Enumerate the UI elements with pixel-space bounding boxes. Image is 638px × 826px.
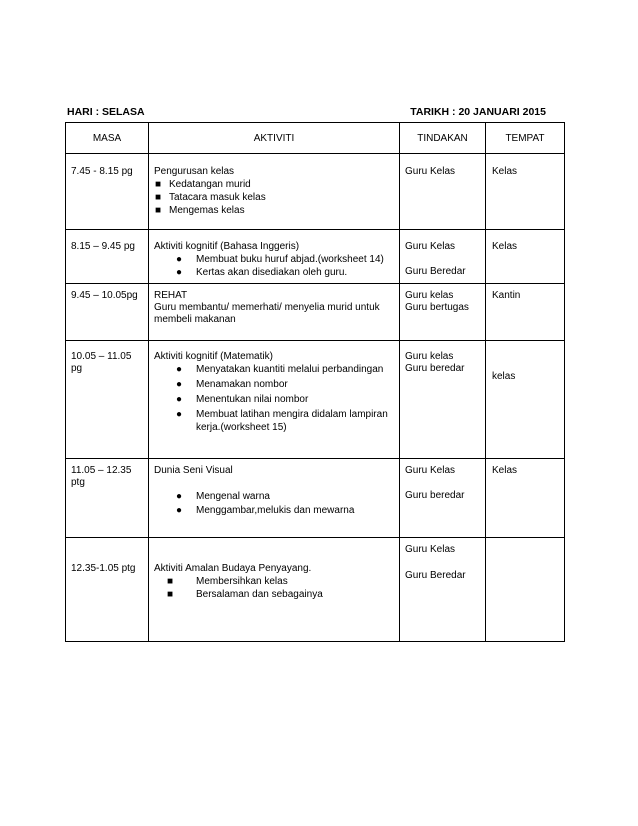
table-row (66, 459, 565, 538)
activity-title: Aktiviti kognitif (Matematik) (154, 351, 273, 362)
tempat-cell (486, 154, 565, 230)
masa-cell (66, 284, 149, 341)
tindakan-cell (400, 154, 486, 230)
place-text: Kelas (492, 465, 518, 476)
day-label: HARI : SELASA (67, 106, 145, 118)
time-text: ptg (71, 477, 85, 488)
tempat-cell (486, 341, 565, 459)
activity-item: kerja.(worksheet 15) (196, 422, 287, 433)
aktiviti-cell (149, 341, 400, 459)
document-header (67, 106, 566, 120)
tindakan-cell (400, 284, 486, 341)
place-text: Kantin (492, 290, 521, 301)
round-bullet-icon: ● (176, 267, 183, 278)
place-text: kelas (492, 371, 516, 382)
activity-item: Menamakan nombor (196, 379, 288, 390)
aktiviti-cell (149, 230, 400, 284)
time-text: 8.15 – 9.45 pg (71, 241, 135, 252)
action-text: Guru Kelas (405, 241, 456, 252)
masa-cell (66, 230, 149, 284)
action-text: Guru Kelas (405, 166, 456, 177)
activity-text: Guru membantu/ memerhati/ menyelia murid untuk (154, 302, 380, 313)
activity-item: Menyatakan kuantiti melalui perbandingan (196, 364, 384, 375)
activity-item: Membersihkan kelas (196, 576, 288, 587)
time-text: 10.05 – 11.05 (71, 351, 132, 362)
round-bullet-icon: ● (176, 254, 183, 265)
activity-text: membeli makanan (154, 314, 236, 325)
tindakan-cell (400, 341, 486, 459)
activity-item: Menggambar,melukis dan mewarna (196, 505, 355, 516)
aktiviti-cell (149, 538, 400, 642)
activity-item: Mengemas kelas (169, 205, 245, 216)
action-text: Guru Kelas (405, 465, 456, 476)
time-text: 11.05 – 12.35 (71, 465, 132, 476)
tindakan-cell (400, 230, 486, 284)
time-text: pg (71, 363, 83, 374)
table-row (66, 154, 565, 230)
aktiviti-cell (149, 284, 400, 341)
round-bullet-icon: ● (176, 379, 183, 390)
square-bullet-icon: ■ (167, 576, 174, 587)
aktiviti-cell (149, 154, 400, 230)
action-text: Guru bertugas (405, 302, 469, 313)
square-bullet-icon: ■ (155, 205, 162, 216)
masa-cell (66, 341, 149, 459)
activity-title: Dunia Seni Visual (154, 465, 233, 476)
place-text: Kelas (492, 166, 518, 177)
round-bullet-icon: ● (176, 505, 183, 516)
column-header-tempat: TEMPAT (486, 123, 565, 154)
tempat-cell (486, 284, 565, 341)
action-text: Guru kelas (405, 351, 454, 362)
tempat-cell (486, 230, 565, 284)
round-bullet-icon: ● (176, 364, 183, 375)
table-header-row (66, 123, 565, 154)
masa-cell (66, 538, 149, 642)
round-bullet-icon: ● (176, 409, 183, 420)
action-text: Guru kelas (405, 290, 454, 301)
square-bullet-icon: ■ (155, 179, 162, 190)
activity-item: Kedatangan murid (169, 179, 251, 190)
tindakan-cell (400, 538, 486, 642)
table-row (66, 284, 565, 341)
time-text: 9.45 – 10.05pg (71, 290, 138, 301)
activity-item: Membuat buku huruf abjad.(worksheet 14) (196, 254, 384, 265)
activity-item: Menentukan nilai nombor (196, 394, 309, 405)
tempat-cell (486, 538, 565, 642)
masa-cell (66, 154, 149, 230)
activity-title: REHAT (154, 290, 188, 301)
table-row (66, 341, 565, 459)
action-text: Guru beredar (405, 363, 465, 374)
time-text: 7.45 - 8.15 pg (71, 166, 133, 177)
activity-item: Membuat latihan mengira didalam lampiran (196, 409, 388, 420)
activity-item: Mengenal warna (196, 491, 270, 502)
schedule-table (65, 122, 565, 642)
activity-title: Aktiviti Amalan Budaya Penyayang. (154, 563, 312, 574)
column-header-masa: MASA (66, 123, 149, 154)
action-text: Guru Beredar (405, 266, 466, 277)
activity-item: Bersalaman dan sebagainya (196, 589, 323, 600)
round-bullet-icon: ● (176, 491, 183, 502)
round-bullet-icon: ● (176, 394, 183, 405)
table-row (66, 230, 565, 284)
table-row (66, 538, 565, 642)
aktiviti-cell (149, 459, 400, 538)
column-header-tindakan: TINDAKAN (400, 123, 486, 154)
column-header-aktiviti: AKTIVITI (149, 123, 400, 154)
activity-item: Kertas akan disediakan oleh guru. (196, 267, 348, 278)
action-text: Guru Kelas (405, 544, 456, 555)
square-bullet-icon: ■ (155, 192, 162, 203)
tindakan-cell (400, 459, 486, 538)
masa-cell (66, 459, 149, 538)
action-text: Guru Beredar (405, 570, 466, 581)
tempat-cell (486, 459, 565, 538)
square-bullet-icon: ■ (167, 589, 174, 600)
activity-title: Pengurusan kelas (154, 166, 235, 177)
action-text: Guru beredar (405, 490, 465, 501)
activity-item: Tatacara masuk kelas (169, 192, 266, 203)
date-label: TARIKH : 20 JANUARI 2015 (410, 106, 546, 118)
activity-title: Aktiviti kognitif (Bahasa Inggeris) (154, 241, 300, 252)
place-text: Kelas (492, 241, 518, 252)
time-text: 12.35-1.05 ptg (71, 563, 136, 574)
